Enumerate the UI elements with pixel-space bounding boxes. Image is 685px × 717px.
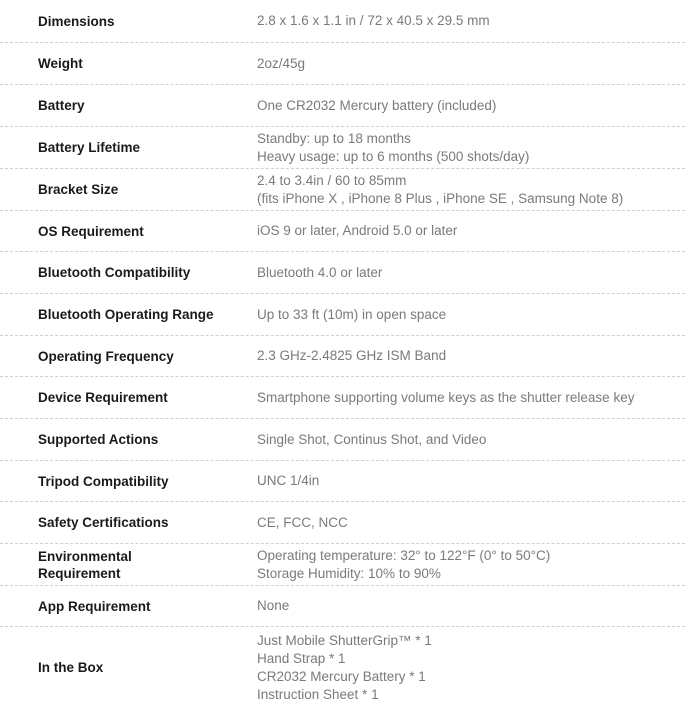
spec-value [257,336,675,376]
spec-value [257,502,675,543]
spec-label-line: Safety Certifications [38,515,169,530]
spec-label-line: Bluetooth Compatibility [38,265,191,280]
spec-label-line: Tripod Compatibility [38,473,169,489]
spec-label [38,294,248,335]
spec-value [257,294,675,335]
spec-label-line: Dimensions [38,13,115,29]
spec-row [0,43,685,85]
spec-row [0,544,685,586]
spec-row [0,127,685,169]
spec-label-line: App Requirement [38,598,151,614]
spec-value-line: (fits iPhone X , iPhone 8 Plus , iPhone SE , Samsung Note 8) [257,190,624,206]
spec-value-line: Standby: up to 18 months [257,130,411,146]
spec-label [38,211,248,251]
spec-value-line: Bluetooth 4.0 or later [257,264,383,280]
spec-label [38,502,248,543]
spec-label-line: Supported Actions [38,432,159,447]
spec-row [0,169,685,211]
spec-row [0,294,685,336]
spec-label-line: Requirement [38,565,121,581]
spec-value-line: Smartphone supporting volume keys as the shutter release key [257,389,635,405]
spec-value [257,211,675,251]
spec-label-line: Environmental [38,548,132,564]
spec-row [0,85,685,127]
spec-row [0,377,685,419]
spec-value [257,377,675,418]
spec-label-line: Battery [38,98,85,113]
spec-value-line: 2.8 x 1.6 x 1.1 in / 72 x 40.5 x 29.5 mm [257,13,490,28]
spec-value-line: Instruction Sheet * 1 [257,686,379,702]
spec-value [257,419,675,460]
spec-label [38,461,248,501]
spec-label [38,169,248,210]
spec-value-line: 2.4 to 3.4in / 60 to 85mm [257,172,407,188]
spec-label-line: Battery Lifetime [38,140,141,155]
spec-label [38,127,248,168]
spec-label-line: Operating Frequency [38,348,174,364]
spec-label [38,85,248,126]
spec-row [0,211,685,252]
spec-row [0,419,685,461]
spec-label-line: Bracket Size [38,182,119,197]
spec-row [0,252,685,294]
spec-label [38,544,248,585]
spec-value-line: iOS 9 or later, Android 5.0 or later [257,223,458,238]
spec-row [0,461,685,502]
spec-value [257,627,675,708]
spec-row [0,627,685,708]
spec-value-line: Storage Humidity: 10% to 90% [257,565,441,581]
spec-label [38,419,248,460]
spec-label [38,377,248,418]
spec-value-line: Single Shot, Continus Shot, and Video [257,431,487,447]
spec-label-line: OS Requirement [38,223,144,239]
spec-label [38,252,248,293]
spec-value-line: UNC 1/4in [257,473,320,488]
spec-label [38,586,248,626]
spec-value [257,461,675,501]
spec-value-line: Hand Strap * 1 [257,650,346,666]
spec-value [257,85,675,126]
spec-value [257,169,675,210]
spec-row [0,0,685,43]
spec-value [257,127,675,168]
spec-value [257,586,675,626]
spec-value-line: One CR2032 Mercury battery (included) [257,97,497,113]
spec-label [38,627,248,708]
spec-label-line: Bluetooth Operating Range [38,307,214,322]
spec-value [257,0,675,42]
spec-value-line: 2oz/45g [257,55,306,71]
spec-label-line: Device Requirement [38,390,168,405]
spec-label [38,43,248,84]
spec-value-line: CE, FCC, NCC [257,514,348,530]
spec-label-line: Weight [38,56,83,71]
spec-value [257,544,675,585]
spec-value-line: Just Mobile ShutterGrip™ * 1 [257,632,432,648]
spec-row [0,502,685,544]
spec-value-line: None [257,598,290,613]
spec-row [0,586,685,627]
spec-value-line: Operating temperature: 32° to 122°F (0° to 50°C) [257,547,551,563]
spec-label [38,336,248,376]
spec-value-line: 2.3 GHz-2.4825 GHz ISM Band [257,348,447,363]
spec-label [38,0,248,42]
spec-row [0,336,685,377]
spec-value [257,252,675,293]
spec-value [257,43,675,84]
spec-value-line: Up to 33 ft (10m) in open space [257,306,447,322]
spec-value-line: CR2032 Mercury Battery * 1 [257,668,426,684]
spec-label-line: In the Box [38,660,104,675]
spec-value-line: Heavy usage: up to 6 months (500 shots/day) [257,148,530,164]
